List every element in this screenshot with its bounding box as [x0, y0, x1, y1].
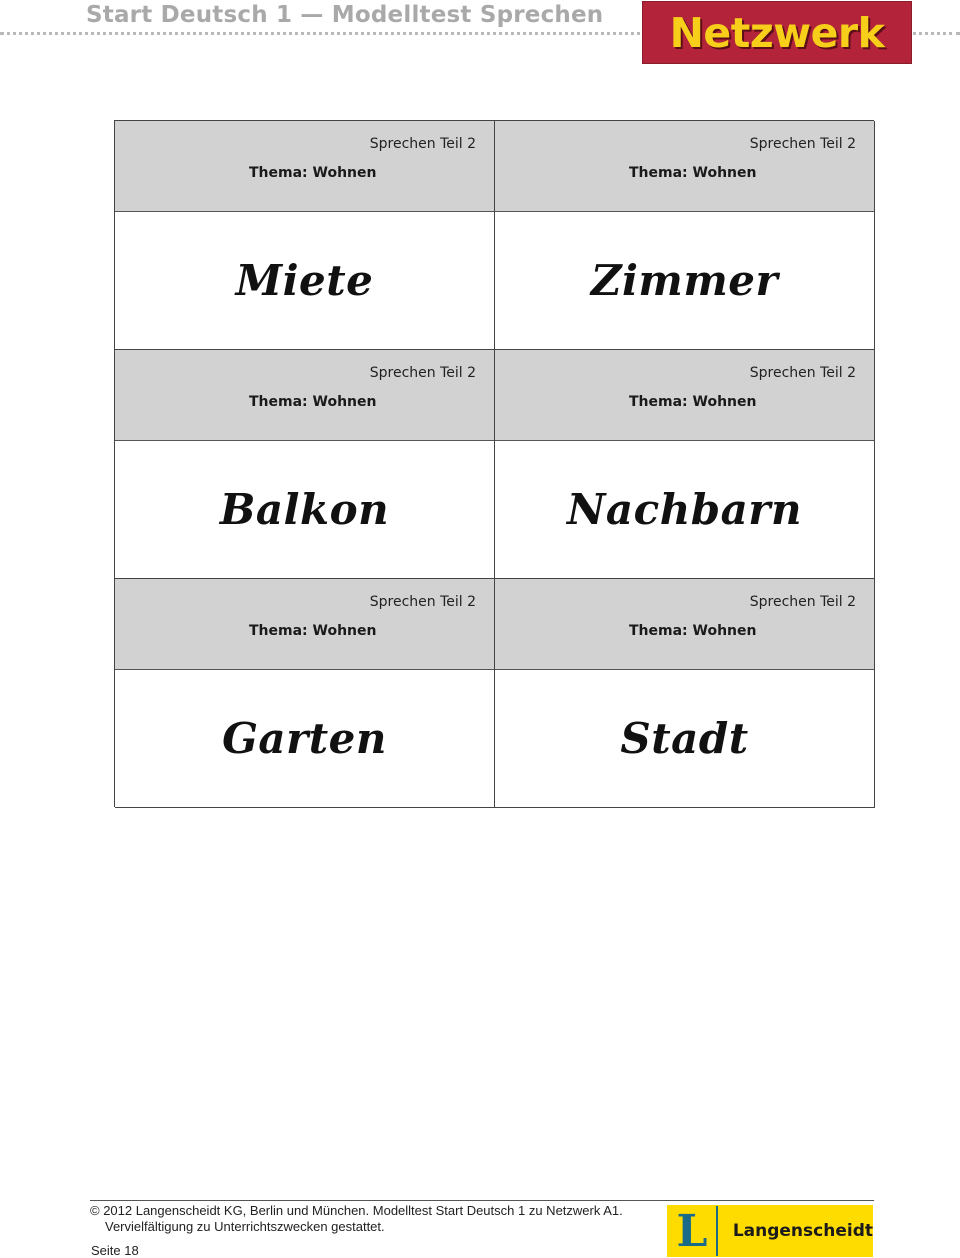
copyright-line-2: Vervielfältigung zu Unterrichtszwecken gestattet. [105, 1219, 385, 1234]
card-teil-label: Sprechen Teil 2 [749, 136, 856, 152]
card-header [495, 579, 874, 670]
card-thema-label: Thema: Wohnen [629, 165, 757, 181]
card-body [495, 670, 874, 807]
page-header-title: Start Deutsch 1 — Modelltest Sprechen [86, 2, 604, 28]
card-word: Garten [222, 714, 387, 763]
card-word: Stadt [620, 714, 749, 763]
card-1 [115, 121, 495, 350]
card-body [115, 212, 494, 349]
card-teil-label: Sprechen Teil 2 [369, 594, 476, 610]
card-header [495, 350, 874, 441]
langenscheidt-logo-text: Langenscheidt [732, 1221, 873, 1241]
card-header [115, 579, 494, 670]
card-word: Balkon [219, 485, 390, 534]
card-header [495, 121, 874, 212]
card-teil-label: Sprechen Teil 2 [369, 136, 476, 152]
card-word: Zimmer [590, 256, 779, 305]
card-2 [495, 121, 875, 350]
card-teil-label: Sprechen Teil 2 [749, 365, 856, 381]
card-4 [495, 350, 875, 579]
footer-copyright [90, 1203, 623, 1235]
page-number: Seite 18 [91, 1243, 139, 1258]
card-body [115, 670, 494, 807]
card-body [495, 212, 874, 349]
card-5 [115, 579, 495, 808]
card-header [115, 350, 494, 441]
card-word: Miete [235, 256, 374, 305]
card-thema-label: Thema: Wohnen [249, 394, 377, 410]
card-thema-label: Thema: Wohnen [629, 623, 757, 639]
netzwerk-logo-text: Netzwerk [669, 8, 885, 57]
card-header [115, 121, 494, 212]
netzwerk-logo [642, 1, 912, 64]
card-thema-label: Thema: Wohnen [249, 623, 377, 639]
card-thema-label: Thema: Wohnen [249, 165, 377, 181]
copyright-line-1: © 2012 Langenscheidt KG, Berlin und München. Modelltest Start Deutsch 1 zu Netzwerk A1. [90, 1203, 623, 1218]
card-body [495, 441, 874, 578]
footer-rule [90, 1200, 874, 1201]
card-3 [115, 350, 495, 579]
card-word: Nachbarn [567, 485, 802, 534]
langenscheidt-l-letter: L [676, 1205, 708, 1257]
langenscheidt-logo [667, 1205, 873, 1257]
card-6 [495, 579, 875, 808]
card-grid [114, 120, 874, 807]
card-thema-label: Thema: Wohnen [629, 394, 757, 410]
langenscheidt-l-mark [668, 1206, 718, 1256]
card-teil-label: Sprechen Teil 2 [369, 365, 476, 381]
card-teil-label: Sprechen Teil 2 [749, 594, 856, 610]
card-body [115, 441, 494, 578]
